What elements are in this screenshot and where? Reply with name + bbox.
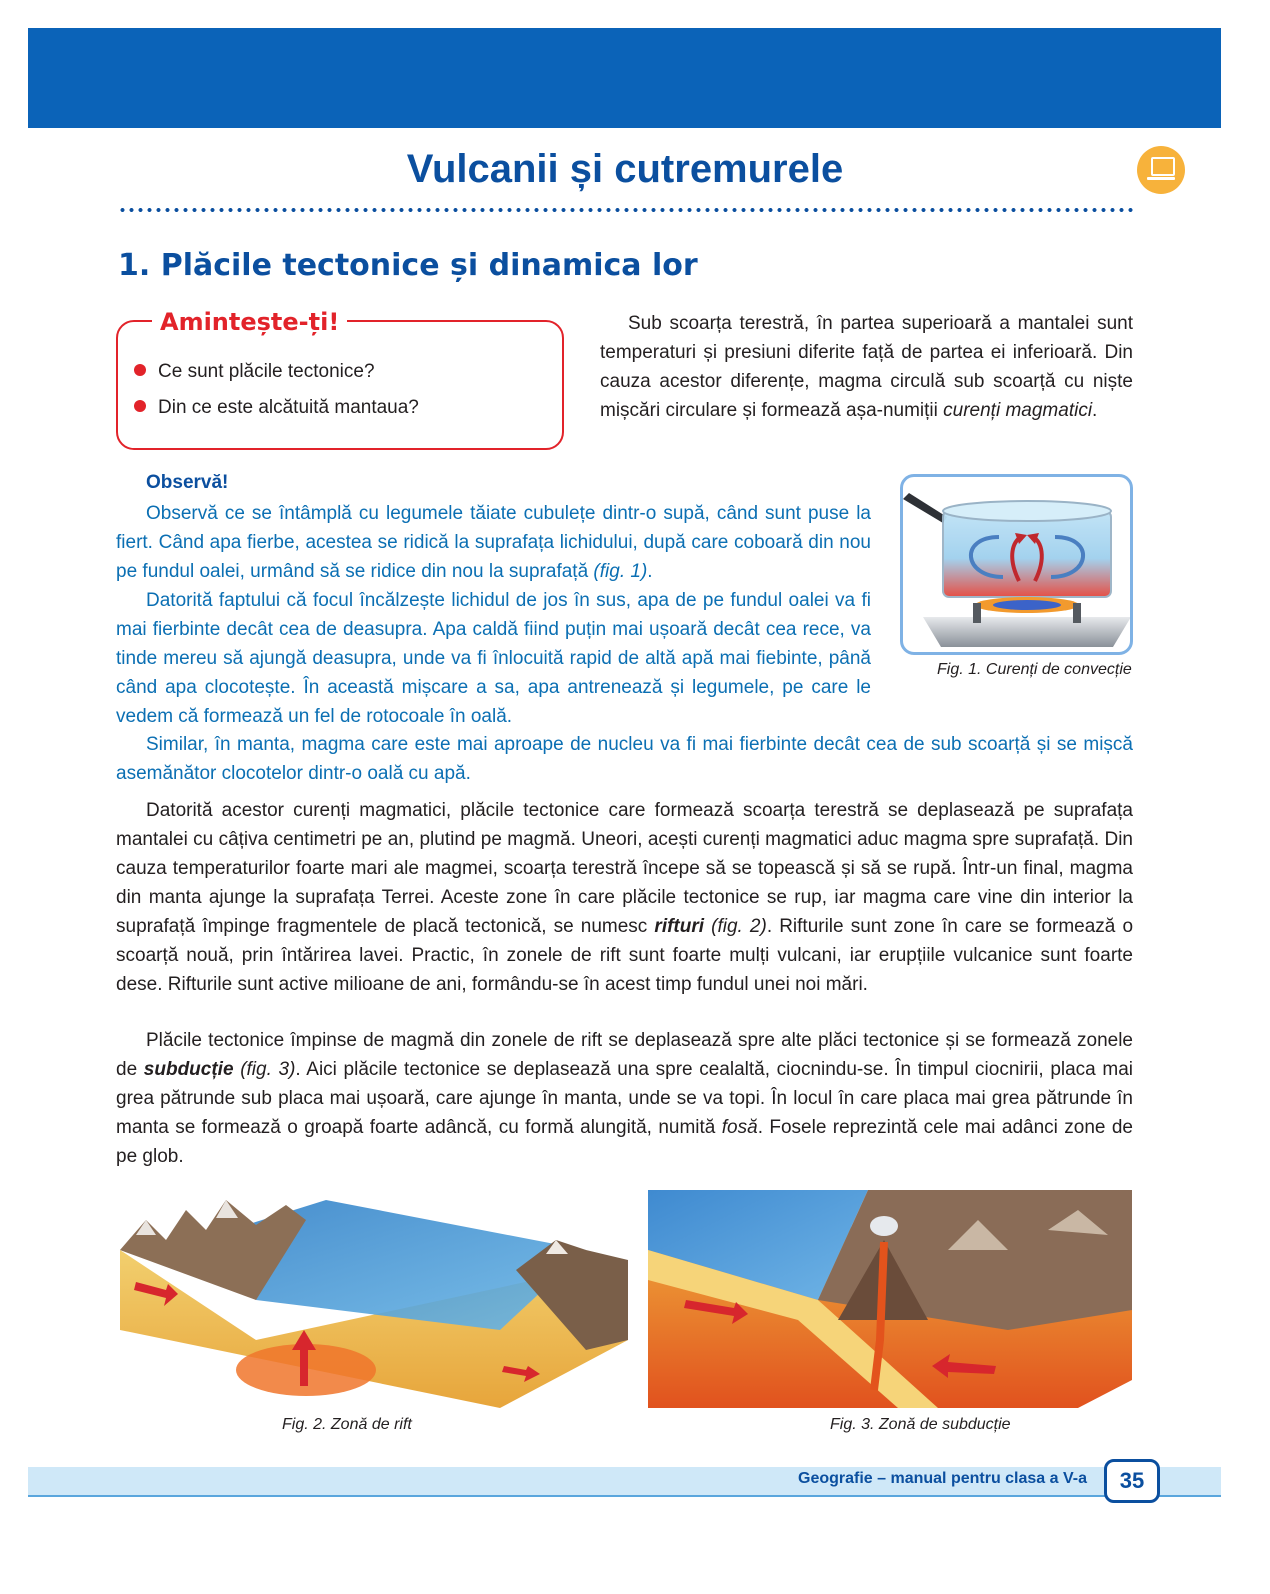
figure-1-convection (900, 474, 1133, 655)
remember-item: Ce sunt plăcile tectonice? (134, 361, 375, 383)
title-divider (118, 207, 1134, 213)
remember-box (116, 320, 564, 450)
observe-paragraph-3: Similar, în manta, magma care este mai aproape de nucleu va fi mai fierbinte decât cea de sub scoarță și se mișcă asemănător clocotelor dintr-o oală cu apă. (116, 734, 1133, 784)
footer-line (28, 1495, 1221, 1497)
bullet-icon (134, 400, 146, 412)
observe-paragraph-1: Observă ce se întâmplă cu legumele tăiate cubulețe dintr-o supă, când sunt puse la fiert. Când apa fierbe, acestea se ridică la suprafața lichidului, după care coboară din nou pe fundul oalei, urmând să se ridice din nou la suprafață (fig. 1). (116, 503, 871, 582)
figure-3-subduction-zone (648, 1190, 1132, 1408)
observe-label: Observă! (146, 472, 229, 493)
header-band (28, 28, 1221, 128)
observe-paragraph-2: Datorită faptului că focul încălzește lichidul de jos în sus, apa de pe fundul oalei va fi mai fierbinte decât cea de deasupra. Apa caldă fiind puțin mai ușoară decât cea rece, va tinde mereu să ajungă deasupra, unde va fi înlocuită rapid de altă apă mai fiebinte, până când apa clocotește. În această mișcare a sa, apa antrenează și legumele, pe care le vedem că formează un fel de rotocoale în oală. (116, 590, 871, 727)
section-heading: 1. Plăcile tectonice și dinamica lor (118, 248, 698, 283)
body-paragraph-1: Datorită acestor curenți magmatici, plăcile tectonice care formează scoarța terestră se deplasează pe suprafața mantalei cu câțiva centimetri pe an, plutind pe magmă. Uneori, acești curenți magmatici aduc magma spre suprafață. Din cauza temperaturilor foarte mari ale magmei, scoarța terestră începe să se topească și să se rupă. Într-un final, magma din manta ajunge la suprafața Terrei. Aceste zone în care plăcile tectonice se rup, iar magma care vine din interior la suprafață împinge fragmentele de placă tectonică, se numesc rifturi (fig. 2). Rifturile sunt zone în care se formează o scoarță nouă, prin întărirea lavei. Practic, în zonele de rift sunt foarte mulți vulcani, iar erupțiile vulcanice sunt foarte dese. Rifturile sunt active milioane de ani, formându-se în acest timp fundul unei noi mări. (116, 800, 1134, 995)
term-fosa: fosă (721, 1117, 758, 1138)
term-rifturi: rifturi (654, 916, 705, 937)
term-curenti-magmatici: curenți magmatici (943, 400, 1093, 421)
term-subductie: subducție (143, 1059, 234, 1080)
page-number: 35 (1104, 1459, 1160, 1503)
remember-item: Din ce este alcătuită mantaua? (134, 397, 419, 419)
body-paragraph-2: Plăcile tectonice împinse de magmă din zonele de rift se deplasează spre alte plăci tectonice și se formează zonele de subducție (fig. 3). Aici plăcile tectonice se deplasează una spre cealaltă, ciocnindu-se. În timpul ciocnirii, placa mai grea pătrunde sub placa mai ușoară, care ajunge în manta, unde se va topi. În locul în care placa mai grea pătrunde în manta se formează o groapă foarte adâncă, cu formă alungită, numită fosă. Fosele reprezintă cele mai adânci zone de pe glob. (116, 1030, 1134, 1167)
laptop-icon (1137, 146, 1185, 194)
figure-3-caption: Fig. 3. Zonă de subducție (830, 1416, 1011, 1433)
figure-2-caption: Fig. 2. Zonă de rift (282, 1416, 412, 1433)
intro-paragraph: Sub scoarța terestră, în partea superioară a mantalei sunt temperaturi și presiuni diferite față de partea ei inferioară. Din cauza acestor diferențe, magma circulă sub scoarță cu niște mișcări circulare și formează așa-numiții curenți magmatici. (600, 313, 1133, 421)
footer-book-title: Geografie – manual pentru clasa a V-a (798, 1470, 1087, 1487)
bullet-icon (134, 364, 146, 376)
figure-1-caption: Fig. 1. Curenți de convecție (937, 661, 1132, 678)
figure-2-rift-zone (116, 1190, 628, 1408)
convection-pot-illustration (903, 477, 1130, 652)
remember-title: Amintește-ți! (152, 308, 347, 336)
page-title: Vulcanii și cutremurele (406, 147, 844, 191)
